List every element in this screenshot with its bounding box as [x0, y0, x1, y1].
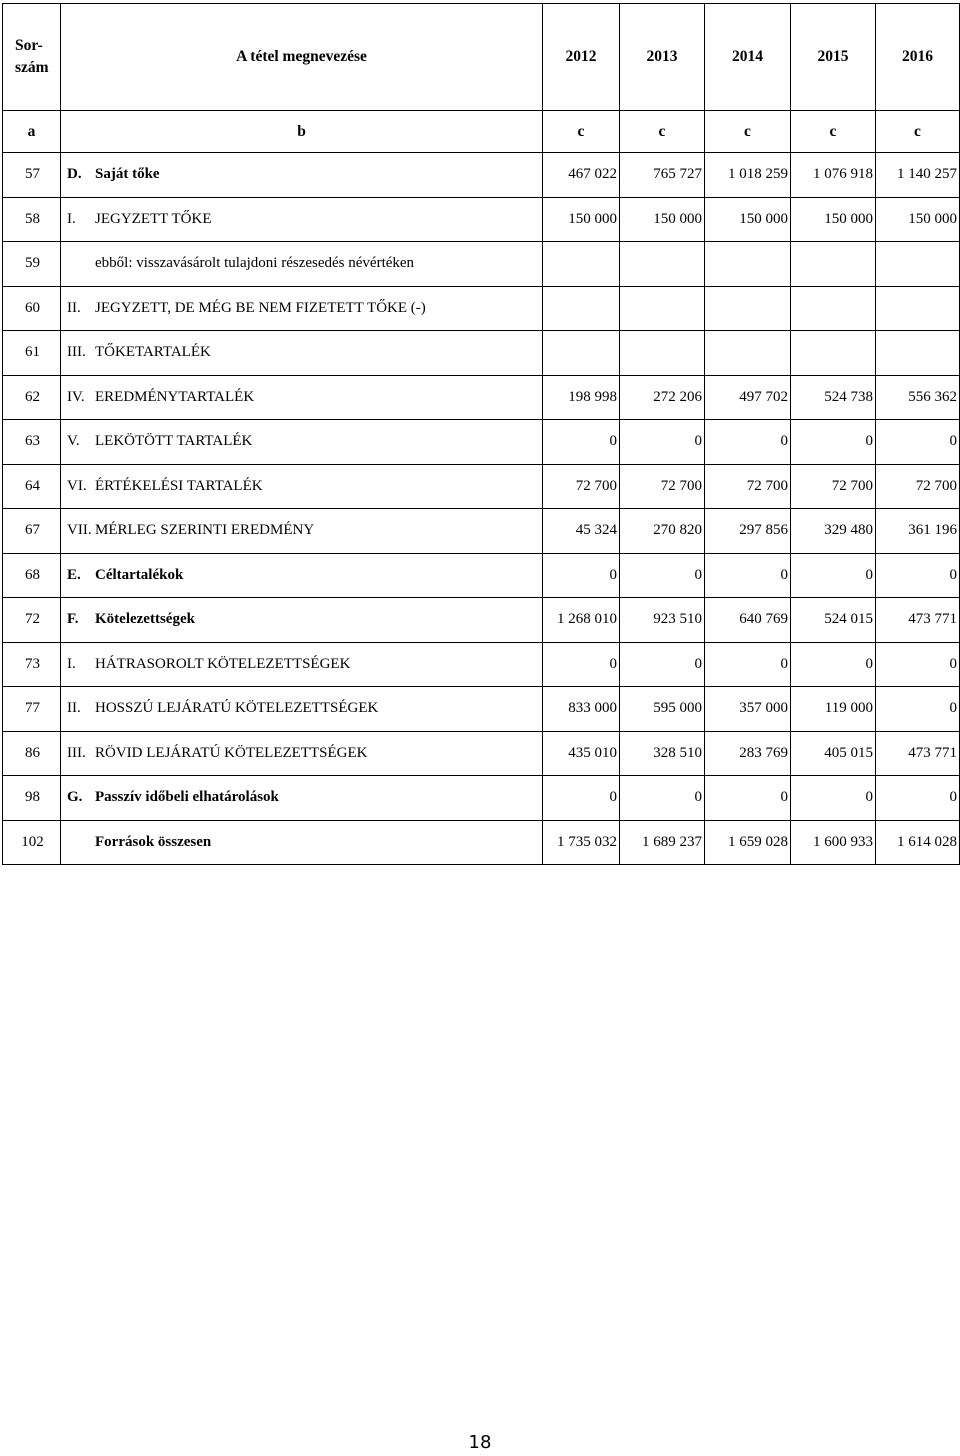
row-value-2015: 524 015 — [791, 598, 876, 643]
row-label — [61, 509, 543, 554]
row-value-2013: 72 700 — [620, 464, 705, 509]
page-number: 18 — [468, 1432, 492, 1453]
row-value-2015: 1 076 918 — [791, 153, 876, 198]
row-value-2013: 1 689 237 — [620, 820, 705, 865]
row-value-2016: 72 700 — [876, 464, 960, 509]
row-value-2013: 270 820 — [620, 509, 705, 554]
table-row — [3, 642, 960, 687]
row-prefix: F. — [67, 611, 79, 628]
row-value-2016: 0 — [876, 642, 960, 687]
row-prefix: D. — [67, 166, 82, 183]
row-label-text: ebből: visszavásárolt tulajdoni részesedés névértéken — [95, 255, 415, 272]
row-value-2015: 0 — [791, 776, 876, 821]
table-row — [3, 553, 960, 598]
row-prefix: I. — [67, 210, 76, 227]
table-row — [3, 420, 960, 465]
row-label-text: Céltartalékok — [95, 566, 184, 583]
table-row — [3, 731, 960, 776]
row-value-2012 — [543, 242, 620, 287]
row-label-text: EREDMÉNYTARTALÉK — [95, 388, 255, 405]
table-row — [3, 286, 960, 331]
row-value-2014: 497 702 — [705, 375, 791, 420]
row-number: 59 — [3, 242, 61, 287]
row-value-2014: 0 — [705, 420, 791, 465]
row-value-2013: 272 206 — [620, 375, 705, 420]
row-label — [61, 420, 543, 465]
row-value-2013: 150 000 — [620, 197, 705, 242]
row-value-2015 — [791, 242, 876, 287]
row-value-2015: 150 000 — [791, 197, 876, 242]
row-value-2013: 595 000 — [620, 687, 705, 732]
row-value-2013 — [620, 331, 705, 376]
row-value-2014: 357 000 — [705, 687, 791, 732]
row-number: 102 — [3, 820, 61, 865]
row-value-2012: 1 735 032 — [543, 820, 620, 865]
row-label — [61, 331, 543, 376]
row-value-2012: 435 010 — [543, 731, 620, 776]
row-value-2014: 150 000 — [705, 197, 791, 242]
row-value-2012: 833 000 — [543, 687, 620, 732]
letter-c: c — [705, 111, 791, 153]
row-value-2015 — [791, 286, 876, 331]
row-label — [61, 598, 543, 643]
row-prefix: III. — [67, 744, 86, 761]
row-label — [61, 553, 543, 598]
row-prefix: VI. — [67, 477, 87, 494]
row-value-2013: 765 727 — [620, 153, 705, 198]
row-label — [61, 687, 543, 732]
row-value-2015: 329 480 — [791, 509, 876, 554]
row-value-2015: 0 — [791, 553, 876, 598]
row-value-2012: 72 700 — [543, 464, 620, 509]
row-value-2015: 1 600 933 — [791, 820, 876, 865]
letter-c: c — [543, 111, 620, 153]
row-value-2013: 923 510 — [620, 598, 705, 643]
row-prefix: G. — [67, 789, 83, 806]
row-label — [61, 464, 543, 509]
table-row — [3, 820, 960, 865]
row-prefix: E. — [67, 566, 81, 583]
row-label-text: JEGYZETT TŐKE — [95, 210, 212, 227]
row-number: 72 — [3, 598, 61, 643]
row-label — [61, 242, 543, 287]
letter-a: a — [3, 111, 61, 153]
row-value-2014: 72 700 — [705, 464, 791, 509]
row-prefix: I. — [67, 655, 76, 672]
row-label-text: TŐKETARTALÉK — [95, 344, 211, 361]
row-value-2014 — [705, 331, 791, 376]
row-value-2015: 0 — [791, 420, 876, 465]
row-label-text: HOSSZÚ LEJÁRATÚ KÖTELEZETTSÉGEK — [95, 700, 379, 717]
row-value-2014 — [705, 286, 791, 331]
row-label — [61, 642, 543, 687]
row-value-2012: 0 — [543, 776, 620, 821]
row-number: 63 — [3, 420, 61, 465]
row-value-2012: 198 998 — [543, 375, 620, 420]
row-label-text: ÉRTÉKELÉSI TARTALÉK — [95, 477, 263, 494]
row-prefix: IV. — [67, 388, 85, 405]
row-prefix: V. — [67, 433, 80, 450]
row-value-2016 — [876, 242, 960, 287]
row-label-text: JEGYZETT, DE MÉG BE NEM FIZETETT TŐKE (-) — [95, 299, 426, 316]
row-value-2012: 1 268 010 — [543, 598, 620, 643]
row-value-2012: 0 — [543, 420, 620, 465]
row-number: 98 — [3, 776, 61, 821]
row-label-text: Források összesen — [95, 833, 212, 850]
row-value-2014: 283 769 — [705, 731, 791, 776]
row-label — [61, 153, 543, 198]
row-value-2015: 0 — [791, 642, 876, 687]
row-value-2016: 0 — [876, 687, 960, 732]
row-label — [61, 776, 543, 821]
row-label-text: Passzív időbeli elhatárolások — [95, 789, 279, 806]
row-value-2016 — [876, 286, 960, 331]
row-value-2016: 1 140 257 — [876, 153, 960, 198]
row-label — [61, 375, 543, 420]
letter-c: c — [791, 111, 876, 153]
letter-b: b — [61, 111, 543, 153]
row-value-2016: 361 196 — [876, 509, 960, 554]
header-year: 2014 — [705, 4, 791, 111]
row-value-2013 — [620, 286, 705, 331]
row-value-2012: 467 022 — [543, 153, 620, 198]
table-row — [3, 598, 960, 643]
table-row — [3, 687, 960, 732]
row-value-2016: 1 614 028 — [876, 820, 960, 865]
row-value-2012: 0 — [543, 553, 620, 598]
row-number: 60 — [3, 286, 61, 331]
row-value-2014: 297 856 — [705, 509, 791, 554]
row-value-2015: 405 015 — [791, 731, 876, 776]
table-row — [3, 331, 960, 376]
row-number: 67 — [3, 509, 61, 554]
row-value-2013 — [620, 242, 705, 287]
row-label-text: LEKÖTÖTT TARTALÉK — [95, 433, 253, 450]
row-value-2015 — [791, 331, 876, 376]
row-value-2016: 473 771 — [876, 731, 960, 776]
header-sorszam — [3, 4, 61, 111]
letter-c: c — [620, 111, 705, 153]
row-number: 57 — [3, 153, 61, 198]
row-value-2015: 524 738 — [791, 375, 876, 420]
row-prefix: II. — [67, 299, 81, 316]
row-number: 86 — [3, 731, 61, 776]
header-sorszam-part: szám — [15, 59, 49, 76]
header-year: 2013 — [620, 4, 705, 111]
row-value-2015: 119 000 — [791, 687, 876, 732]
row-value-2013: 328 510 — [620, 731, 705, 776]
row-value-2014: 1 659 028 — [705, 820, 791, 865]
row-value-2016: 473 771 — [876, 598, 960, 643]
row-label — [61, 820, 543, 865]
row-prefix: VII. — [67, 522, 92, 539]
table-row — [3, 197, 960, 242]
row-value-2012 — [543, 331, 620, 376]
row-value-2014: 0 — [705, 553, 791, 598]
row-value-2014: 640 769 — [705, 598, 791, 643]
row-label-text: Saját tőke — [95, 166, 160, 183]
row-value-2016: 0 — [876, 776, 960, 821]
row-number: 62 — [3, 375, 61, 420]
row-number: 77 — [3, 687, 61, 732]
row-value-2013: 0 — [620, 420, 705, 465]
row-number: 61 — [3, 331, 61, 376]
row-value-2013: 0 — [620, 642, 705, 687]
row-label-text: MÉRLEG SZERINTI EREDMÉNY — [95, 522, 315, 539]
table-row — [3, 776, 960, 821]
row-label-text: Kötelezettségek — [95, 611, 195, 628]
header-year: 2012 — [543, 4, 620, 111]
row-label — [61, 197, 543, 242]
table-row — [3, 375, 960, 420]
header-year: 2015 — [791, 4, 876, 111]
row-number: 73 — [3, 642, 61, 687]
row-value-2013: 0 — [620, 553, 705, 598]
row-prefix: III. — [67, 344, 86, 361]
letter-c: c — [876, 111, 960, 153]
header-row — [3, 4, 960, 111]
header-sorszam-part: Sor- — [15, 37, 43, 54]
row-value-2016 — [876, 331, 960, 376]
row-value-2014 — [705, 242, 791, 287]
row-number: 58 — [3, 197, 61, 242]
table-row — [3, 509, 960, 554]
row-label — [61, 731, 543, 776]
header-year: 2016 — [876, 4, 960, 111]
balance-table — [2, 3, 960, 865]
row-value-2012: 45 324 — [543, 509, 620, 554]
row-value-2014: 1 018 259 — [705, 153, 791, 198]
row-value-2016: 150 000 — [876, 197, 960, 242]
column-letter-row — [3, 111, 960, 153]
row-value-2014: 0 — [705, 642, 791, 687]
row-number: 64 — [3, 464, 61, 509]
row-value-2016: 0 — [876, 553, 960, 598]
row-value-2013: 0 — [620, 776, 705, 821]
row-value-2016: 0 — [876, 420, 960, 465]
row-number: 68 — [3, 553, 61, 598]
table-row — [3, 464, 960, 509]
table-row — [3, 242, 960, 287]
row-prefix: II. — [67, 700, 81, 717]
header-name: A tétel megnevezése — [61, 4, 543, 111]
row-value-2015: 72 700 — [791, 464, 876, 509]
table-row — [3, 153, 960, 198]
row-label — [61, 286, 543, 331]
row-label-text: HÁTRASOROLT KÖTELEZETTSÉGEK — [95, 655, 351, 672]
row-value-2014: 0 — [705, 776, 791, 821]
row-label-text: RÖVID LEJÁRATÚ KÖTELEZETTSÉGEK — [95, 744, 368, 761]
row-value-2012: 150 000 — [543, 197, 620, 242]
row-value-2012: 0 — [543, 642, 620, 687]
row-value-2012 — [543, 286, 620, 331]
row-value-2016: 556 362 — [876, 375, 960, 420]
